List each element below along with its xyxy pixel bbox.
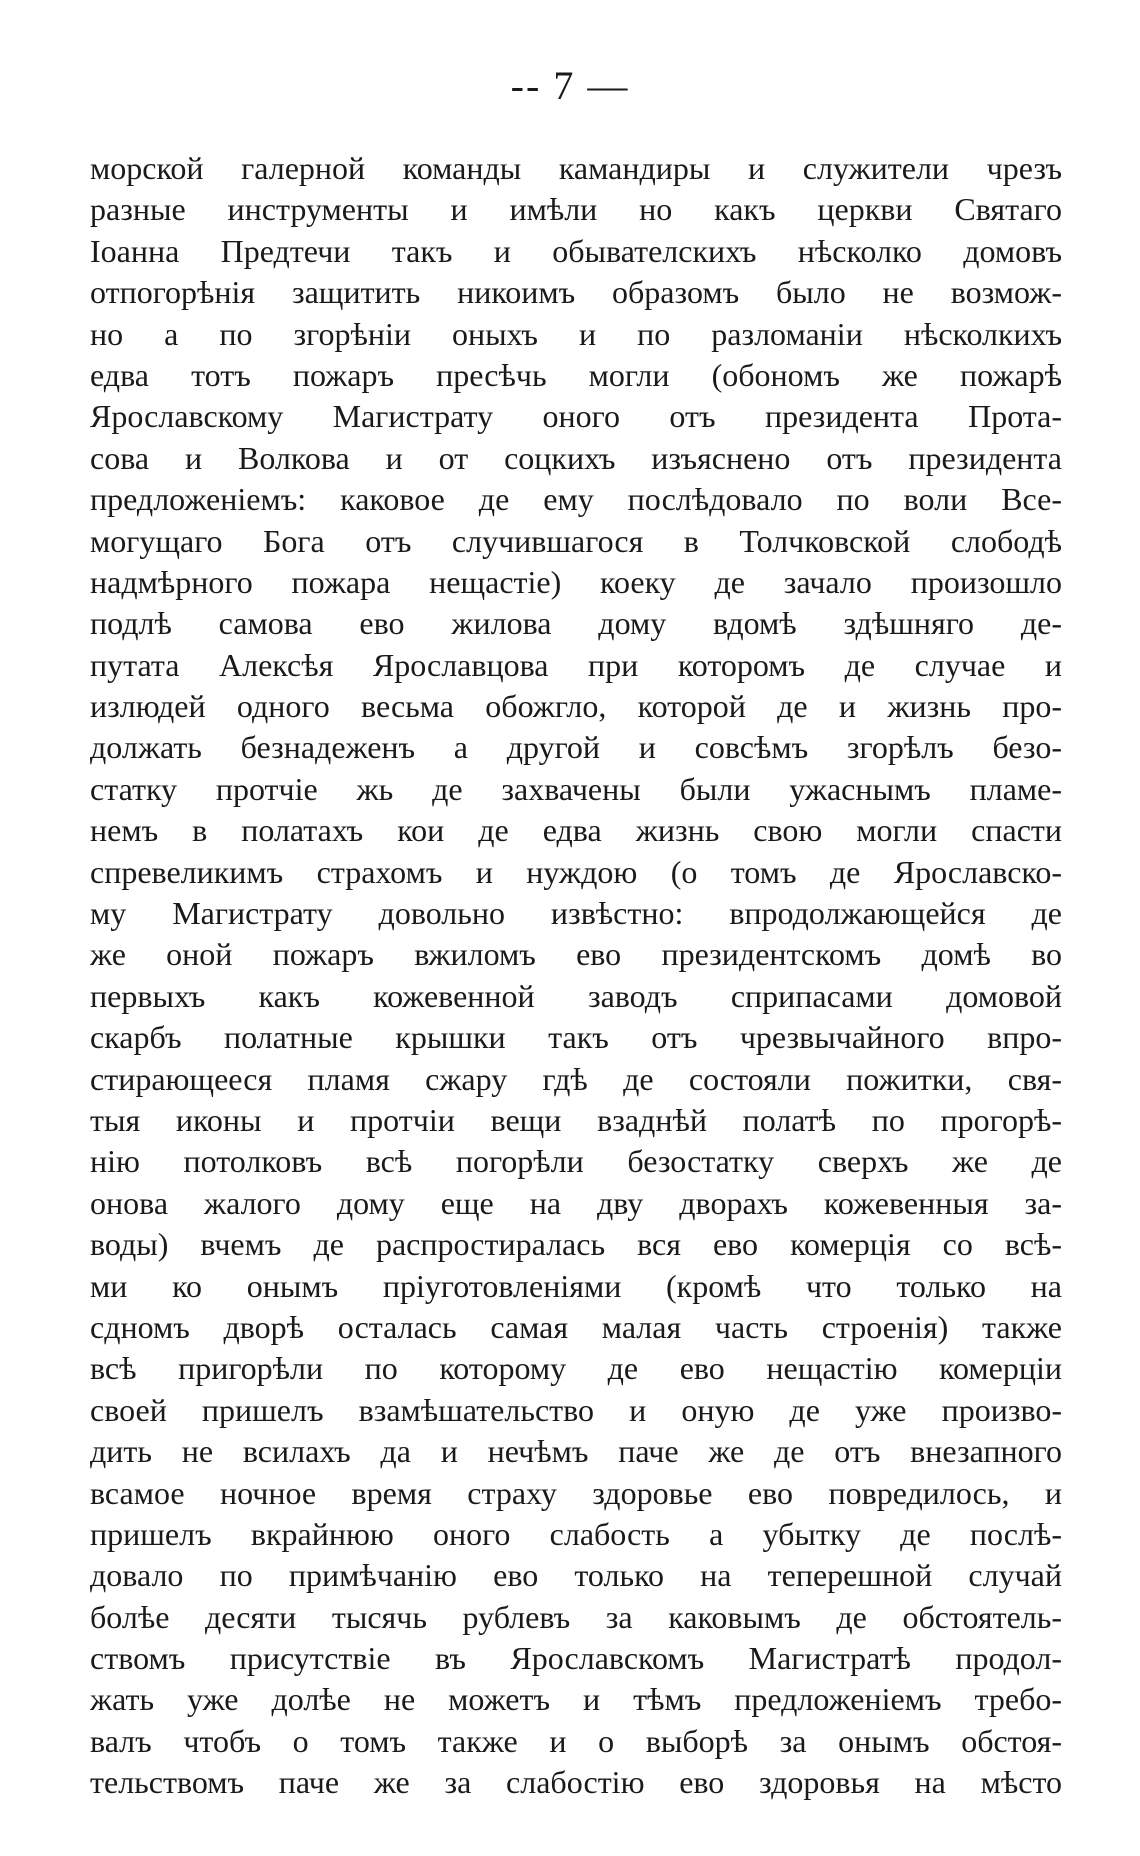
text-line: пришелъ вкрайнюю оного слабость а убытку де послѣ- [90, 1515, 1062, 1552]
text-line: своей пришелъ взамѣшательство и оную де уже произво- [90, 1391, 1062, 1428]
text-line: отпогорѣнія защитить никоимъ образомъ было не возмож- [90, 274, 1062, 311]
text-line: едва тотъ пожаръ пресѣчь могли (обономъ же пожарѣ [90, 356, 1062, 393]
text-line: ми ко онымъ пріуготовленіями (кромѣ что только на [90, 1267, 1062, 1304]
text-line: ствомъ присутствіе въ Ярославскомъ Магистратѣ продол- [90, 1640, 1062, 1677]
text-line: но а по згорѣніи оныхъ и по разломаніи нѣсколкихъ [90, 315, 1062, 352]
text-line: болѣе десяти тысячь рублевъ за каковымъ де обстоятель- [90, 1598, 1062, 1635]
text-line: всамое ночное время страху здоровье ево повредилось, и [90, 1474, 1062, 1511]
page-number: -- 7 — [510, 63, 630, 108]
text-line: стирающееся пламя сжару гдѣ де состояли пожитки, свя- [90, 1060, 1062, 1097]
text-line: предложеніемъ: каковое де ему послѣдовало по воли Все- [90, 481, 1062, 518]
text-body [90, 148, 1062, 1804]
text-line: валъ чтобъ о томъ также и о выборѣ за онымъ обстоя- [90, 1722, 1062, 1759]
text-line: Ярославскому Магистрату оного отъ президента Прота- [90, 398, 1062, 435]
text-line: разные инструменты и имѣли но какъ церкви Святаго [90, 191, 1062, 228]
text-line: немъ в полатахъ кои де едва жизнь свою могли спасти [90, 812, 1062, 849]
text-line: подлѣ самова ево жилова дому вдомѣ здѣшняго де- [90, 605, 1062, 642]
text-line: надмѣрного пожара нещастіе) коеку де зачало произошло [90, 563, 1062, 600]
text-line: статку протчіе жь де захвачены были ужаснымъ пламе- [90, 770, 1062, 807]
text-line: первыхъ какъ кожевенной заводъ сприпасами домовой [90, 977, 1062, 1014]
text-line: тельствомъ паче же за слабостію ево здоровья на мѣсто [90, 1764, 1062, 1801]
text-line: онова жалого дому еще на дву дворахъ кожевенныя за- [90, 1184, 1062, 1221]
text-line: Іоанна Предтечи такъ и обывателскихъ нѣсколко домовъ [90, 232, 1062, 269]
text-line: дить не всилахъ да и нечѣмъ паче же де отъ внезапного [90, 1433, 1062, 1470]
text-line: нію потолковъ всѣ погорѣли безостатку сверхъ же де [90, 1143, 1062, 1180]
text-line: сдномъ дворѣ осталась самая малая часть строенія) также [90, 1308, 1062, 1345]
text-line: тыя иконы и протчіи вещи взаднѣй полатѣ по прогорѣ- [90, 1101, 1062, 1138]
text-line: путата Алексѣя Ярославцова при которомъ де случае и [90, 646, 1062, 683]
text-line: спревеликимъ страхомъ и нуждою (о томъ де Ярославско- [90, 853, 1062, 890]
text-line: довало по примѣчанію ево только на теперешной случай [90, 1557, 1062, 1594]
text-line: всѣ пригорѣли по которому де ево нещастію комерціи [90, 1350, 1062, 1387]
text-line: сова и Волкова и от соцкихъ изъяснено отъ президента [90, 439, 1062, 476]
text-line: должать безнадеженъ а другой и совсѣмъ згорѣлъ безо- [90, 729, 1062, 766]
text-line: воды) вчемъ де распростиралась вся ево комерція со всѣ- [90, 1226, 1062, 1263]
text-line: морской галерной команды камандиры и служители чрезъ [90, 150, 1062, 186]
text-line: жать уже долѣе не можетъ и тѣмъ предложеніемъ требо- [90, 1681, 1062, 1718]
text-line: му Магистрату довольно извѣстно: впродолжающейся де [90, 895, 1062, 932]
text-line: излюдей одного весьма обожгло, которой де и жизнь про- [90, 688, 1062, 725]
text-line: скарбъ полатные крышки такъ отъ чрезвычайного впро- [90, 1019, 1062, 1056]
text-line: же оной пожаръ вжиломъ ево президентскомъ домѣ во [90, 936, 1062, 973]
text-line: могущаго Бога отъ случившагося в Толчковской слободѣ [90, 522, 1062, 559]
